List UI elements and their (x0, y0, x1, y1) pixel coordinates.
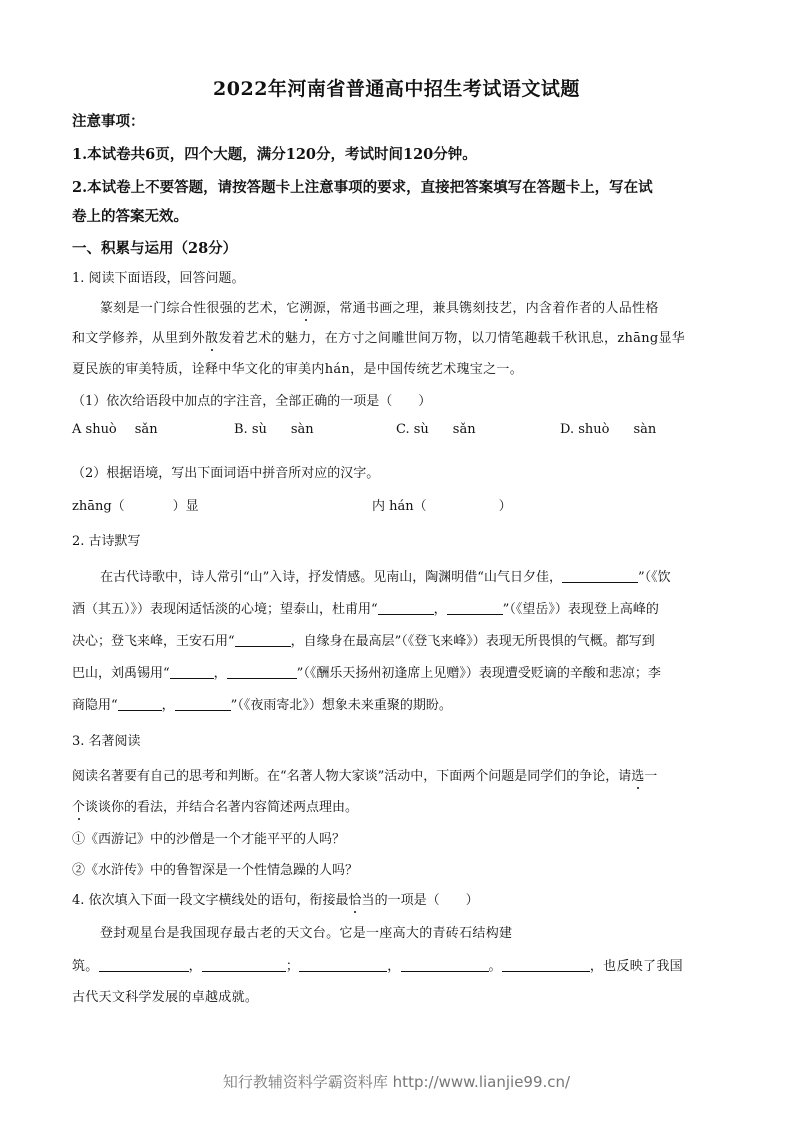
answer-blank[interactable] (170, 664, 214, 679)
option-d[interactable]: D. shuò sàn (560, 422, 657, 437)
answer-blank[interactable] (378, 600, 434, 615)
q1-passage-line-2: 和文学修养，从里到外散发着艺术的魅力，在方寸之间雕世间万物，以刀情笔趣载千秋讯息，zhāng显华 (72, 331, 686, 346)
notice-heading: 注意事项： (72, 113, 145, 130)
answer-blank[interactable] (227, 664, 297, 679)
q2-line-3: 决心；登飞来峰，王安石用“ ，自缘身在最高层”（《登飞来峰》）表现无所畏惧的气概。都写到 (72, 634, 655, 649)
q2-line-5: 商隐用“ ， ”（《夜雨寄北》）想象未来重聚的期盼。 (72, 698, 452, 713)
answer-blank[interactable] (502, 957, 590, 972)
section-1-heading: 一、积累与运用（28分） (72, 240, 238, 257)
q1-sub-1: （1）依次给语段中加点的字注音，全部正确的一项是（ ） (72, 394, 432, 409)
answer-blank[interactable] (299, 957, 387, 972)
q3-line-2: 个谈谈你的看法，并结合名著内容简述两点理由。 (72, 800, 359, 815)
page-title: 2022年河南省普通高中招生考试语文试题 (213, 78, 580, 100)
answer-blank[interactable] (118, 696, 162, 711)
q2-line-4: 巴山，刘禹锡用“ ， ”（《酬乐天扬州初逢席上见赠》）表现遭受贬谪的辛酸和悲凉；李 (72, 666, 661, 681)
answer-blank[interactable] (175, 696, 231, 711)
notice-item-1: 1.本试卷共6页，四个大题，满分120分，考试时间120分钟。 (72, 146, 477, 163)
q3-item-1: ①《西游记》中的沙僧是一个才能平平的人吗？ (72, 832, 346, 847)
answer-blank[interactable] (235, 632, 291, 647)
word-zhang-field[interactable]: zhāng（ ）显 (72, 499, 199, 514)
q2-line-1: 在古代诗歌中，诗人常引“山”入诗，抒发情感。见南山，陶渊明借“山气日夕佳， ”（《饮 (100, 570, 671, 585)
option-c[interactable]: C. sù sǎn (396, 422, 476, 437)
q1-stem: 1. 阅读下面语段，回答问题。 (72, 271, 245, 286)
dotted-text: 最恰当 (335, 893, 375, 908)
footer-watermark: 知行教辅资料学霸资料库 http://www.lianjie99.cn/ (222, 1073, 571, 1091)
answer-blank[interactable] (202, 957, 286, 972)
dotted-char: 溯 (299, 301, 313, 316)
dotted-text: 个 (72, 800, 86, 815)
q1-sub-2: （2）根据语境，写出下面词语中拼音所对应的汉字。 (72, 466, 380, 481)
q4-passage-line-2: 筑。 ， ； ， 。 ，也反映了我国 (72, 959, 683, 974)
answer-blank[interactable] (562, 568, 638, 583)
q4-passage-line-3: 古代天文科学发展的卓越成就。 (72, 990, 259, 1005)
q2-stem: 2. 古诗默写 (72, 534, 141, 549)
word-han-field[interactable]: 内 hán（ ） (372, 499, 512, 514)
q3-item-2: ②《水浒传》中的鲁智深是一个性情急躁的人吗？ (72, 863, 359, 878)
q4-stem: 4. 依次填入下面一段文字横线处的语句，衔接最恰当的一项是（ ） (72, 893, 479, 908)
dotted-char: 散 (205, 331, 219, 346)
notice-item-2b: 卷上的答案无效。 (72, 208, 188, 225)
q3-stem: 3. 名著阅读 (72, 734, 141, 749)
option-b[interactable]: B. sù sàn (234, 422, 314, 437)
answer-blank[interactable] (99, 957, 189, 972)
q3-line-1: 阅读名著要有自己的思考和判断。在“名著人物大家谈”活动中，下面两个问题是同学们的争论，请选一 (72, 769, 658, 784)
answer-blank[interactable] (447, 600, 503, 615)
q1-passage-line-3: 夏民族的审美特质，诠释中华文化的审美内hán，是中国传统艺术瑰宝之一。 (72, 362, 523, 377)
q1-passage-line-1: 篆刻是一门综合性很强的艺术，它溯源，常通书画之理，兼具镌刻技艺，内含着作者的人品性格 (100, 301, 659, 316)
q4-passage-line-1: 登封观星台是我国现存最古老的天文台。它是一座高大的青砖石结构建 (100, 926, 513, 941)
option-a[interactable]: A shuò sǎn (72, 422, 158, 437)
dotted-text: 请选一 (618, 769, 658, 784)
answer-blank[interactable] (401, 957, 489, 972)
q2-line-2: 酒（其五）》）表现闲适恬淡的心境；望泰山，杜甫用“ ， ”（《望岳》）表现登上高峰的 (72, 602, 659, 617)
notice-item-2a: 2.本试卷上不要答题，请按答题卡上注意事项的要求，直接把答案填写在答题卡上，写在试 (72, 179, 653, 196)
